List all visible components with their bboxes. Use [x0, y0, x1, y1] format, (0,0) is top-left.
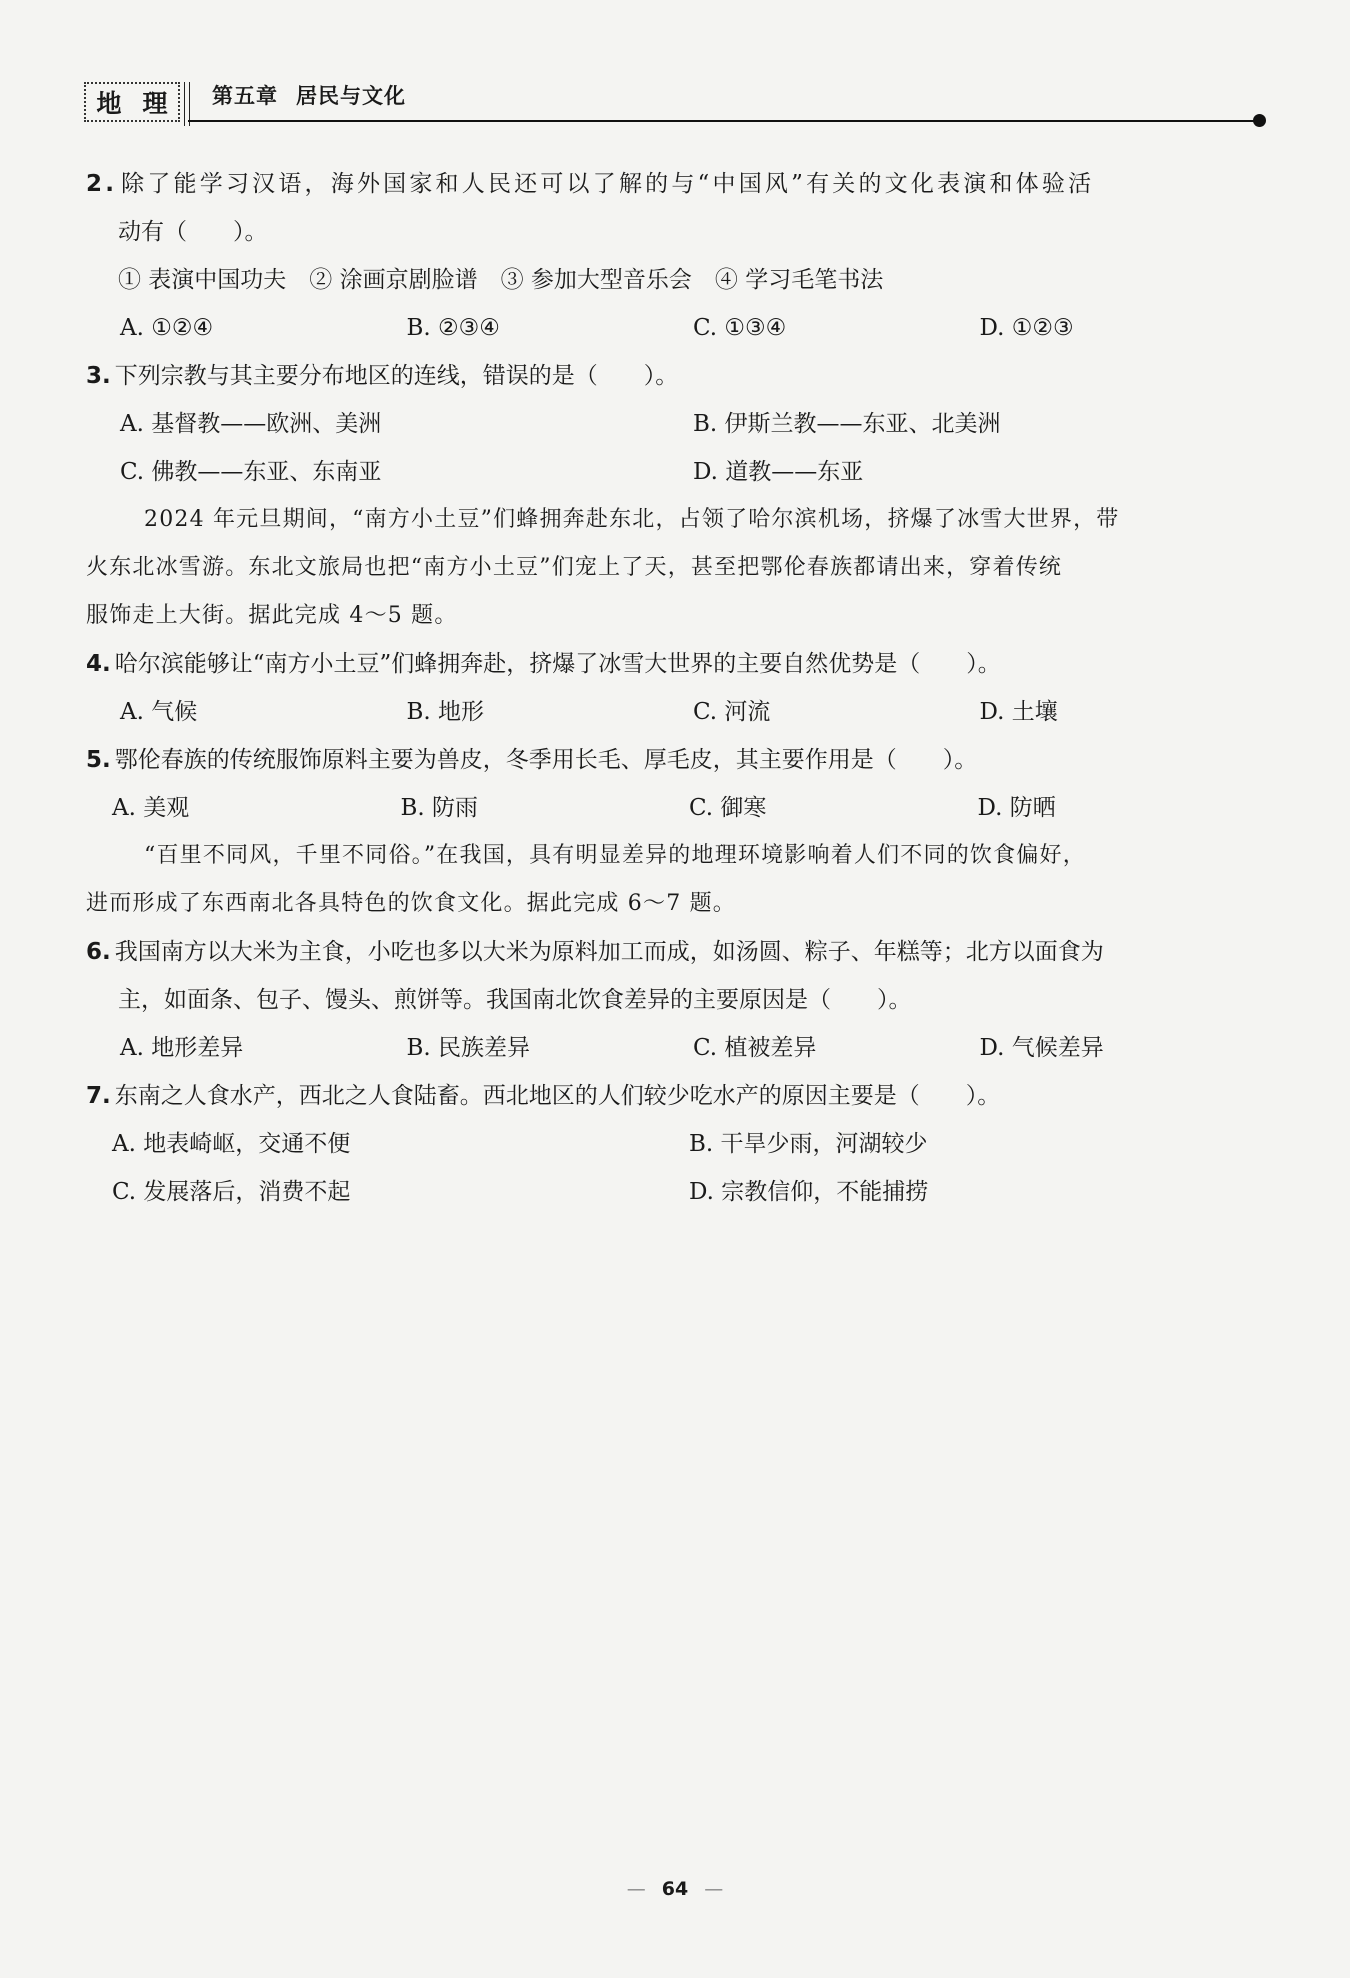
page-number-footer — [0, 1878, 1350, 1900]
q6-stem-line1 — [86, 928, 1266, 976]
q5-stem-text: 鄂伦春族的传统服饰原料主要为兽皮，冬季用长毛、厚毛皮，其主要作用是（ ）。 — [114, 747, 978, 773]
subject-char: 理 — [142, 89, 168, 118]
q3-stem-text: 下列宗教与其主要分布地区的连线，错误的是（ ）。 — [114, 363, 679, 389]
subject-badge — [84, 82, 180, 122]
q4-options — [86, 688, 1266, 736]
passage1-line3: 服饰走上大街。据此完成 4～5 题。 — [86, 603, 458, 628]
q7-options-row1 — [86, 1120, 1266, 1168]
q2-options — [86, 304, 1266, 352]
q3-number: 3. — [86, 363, 111, 389]
option-d[interactable]: D. 道教——东亚 — [693, 459, 864, 485]
option-c[interactable]: C. 御寒 — [689, 795, 767, 821]
q2-number: 2. — [86, 171, 118, 197]
option-a[interactable]: A. 基督教——欧洲、美洲 — [120, 411, 382, 437]
option-d[interactable]: D. 气候差异 — [979, 1035, 1104, 1061]
passage2-line1: “百里不同风，千里不同俗。”在我国，具有明显差异的地理环境影响着人们不同的饮食偏好， — [144, 843, 1086, 868]
header-rule — [188, 120, 1260, 122]
option-a[interactable]: A. 地形差异 — [120, 1035, 244, 1061]
option-b[interactable]: B. ②③④ — [406, 315, 500, 341]
option-b[interactable]: B. 防雨 — [400, 795, 479, 821]
q6-stem-line2: 主，如面条、包子、馒头、煎饼等。我国南北饮食差异的主要原因是（ ）。 — [118, 987, 912, 1013]
option-a[interactable]: A. ①②④ — [120, 315, 214, 341]
option-c[interactable]: C. 河流 — [693, 699, 771, 725]
option-d[interactable]: D. 土壤 — [979, 699, 1058, 725]
q6-options — [86, 1024, 1266, 1072]
q3-options-row2 — [86, 448, 1266, 496]
option-c[interactable]: C. 植被差异 — [693, 1035, 817, 1061]
q7-number: 7. — [86, 1083, 111, 1109]
option-d[interactable]: D. ①②③ — [979, 315, 1074, 341]
option-b[interactable]: B. 地形 — [406, 699, 485, 725]
q2-stem-line2: 动有（ ）。 — [118, 219, 268, 245]
footer-dash-left: — — [626, 1878, 646, 1900]
q5-number: 5. — [86, 747, 111, 773]
passage1-line2: 火东北冰雪游。东北文旅局也把“南方小土豆”们宠上了天，甚至把鄂伦春族都请出来，穿着传统 — [86, 555, 1063, 580]
q4-stem-text: 哈尔滨能够让“南方小土豆”们蜂拥奔赴，挤爆了冰雪大世界的主要自然优势是（ ）。 — [114, 651, 1001, 677]
chapter-number: 第五章 — [212, 83, 278, 108]
option-a[interactable]: A. 美观 — [112, 795, 190, 821]
option-d[interactable]: D. 防晒 — [977, 795, 1056, 821]
option-c[interactable]: C. 佛教——东亚、东南亚 — [120, 459, 382, 485]
option-d[interactable]: D. 宗教信仰，不能捕捞 — [689, 1179, 929, 1205]
chapter-title: 居民与文化 — [296, 83, 406, 108]
q6-number: 6. — [86, 939, 111, 965]
q6-stem-text: 我国南方以大米为主食，小吃也多以大米为原料加工而成，如汤圆、粽子、年糕等；北方以面食为 — [114, 939, 1104, 965]
q5-options — [86, 784, 1266, 832]
q2-stem-text: 除了能学习汉语，海外国家和人民还可以了解的与“中国风”有关的文化表演和体验活 — [121, 171, 1095, 197]
header-rule-dot — [1253, 114, 1266, 127]
q4-number: 4. — [86, 651, 111, 677]
q5-stem — [86, 736, 1266, 784]
q2-items: ① 表演中国功夫 ② 涂画京剧脸谱 ③ 参加大型音乐会 ④ 学习毛笔书法 — [118, 267, 884, 293]
option-b[interactable]: B. 伊斯兰教——东亚、北美洲 — [693, 411, 1001, 437]
q3-stem — [86, 352, 1266, 400]
option-b[interactable]: B. 干旱少雨，河湖较少 — [689, 1131, 928, 1157]
q3-options-row1 — [86, 400, 1266, 448]
page-number: 64 — [661, 1878, 689, 1900]
passage2-line2: 进而形成了东西南北各具特色的饮食文化。据此完成 6～7 题。 — [86, 891, 736, 916]
chapter-heading — [212, 80, 406, 110]
q7-stem-text: 东南之人食水产，西北之人食陆畜。西北地区的人们较少吃水产的原因主要是（ ）。 — [114, 1083, 1001, 1109]
option-a[interactable]: A. 地表崎岖，交通不便 — [112, 1131, 351, 1157]
q2-stem-line1 — [86, 160, 1266, 208]
option-c[interactable]: C. ①③④ — [693, 315, 787, 341]
question-content — [86, 160, 1266, 1216]
option-c[interactable]: C. 发展落后，消费不起 — [112, 1179, 351, 1205]
q7-options-row2 — [86, 1168, 1266, 1216]
q4-stem — [86, 640, 1266, 688]
option-a[interactable]: A. 气候 — [120, 699, 198, 725]
subject-char: 地 — [96, 89, 122, 118]
q7-stem — [86, 1072, 1266, 1120]
option-b[interactable]: B. 民族差异 — [406, 1035, 531, 1061]
passage1-line1: 2024 年元旦期间，“南方小土豆”们蜂拥奔赴东北，占领了哈尔滨机场，挤爆了冰雪大世界，带 — [144, 507, 1120, 532]
footer-dash-right: — — [704, 1878, 724, 1900]
